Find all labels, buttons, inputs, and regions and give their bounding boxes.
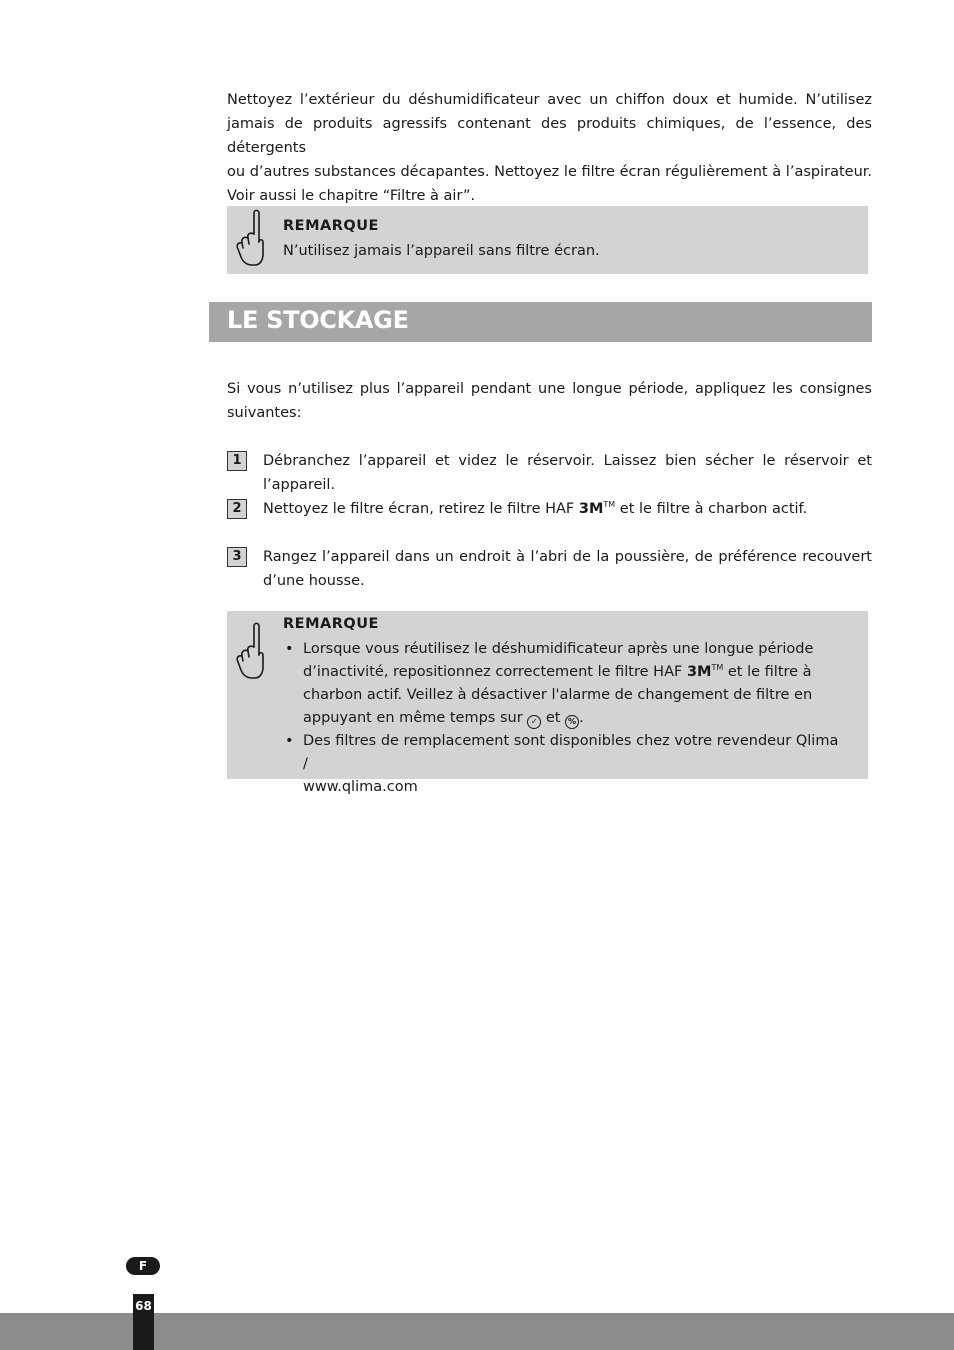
note-box xyxy=(227,611,868,795)
section-heading: LE STOCKAGE xyxy=(227,306,409,334)
pointing-hand-icon xyxy=(233,208,267,268)
step-number: 3 xyxy=(227,547,247,567)
bullet-text-part: et xyxy=(541,710,566,726)
percent-circle-icon: % xyxy=(565,715,579,729)
note-title: REMARQUE xyxy=(283,218,379,234)
step-text xyxy=(263,497,872,521)
bullet-text-part: d’inactivité, repositionnez correctement le filtre HAF xyxy=(303,664,687,680)
step-text: Débranchez l’appareil et videz le réservoir. Laissez bien sécher le réservoir et l’appareil. xyxy=(263,453,872,493)
intro-line: Voir aussi le chapitre “Filtre à air”. xyxy=(227,188,476,204)
bullet-line: Des filtres de remplacement sont disponibles chez votre revendeur Qlima / xyxy=(303,733,839,772)
note-box xyxy=(227,206,868,274)
bullet-dot: • xyxy=(285,641,294,657)
check-circle-icon: ✓ xyxy=(527,715,541,729)
step-number: 2 xyxy=(227,499,247,519)
pointing-hand-icon xyxy=(233,621,267,681)
step-text-part: Nettoyez le filtre écran, retirez le filtre HAF xyxy=(263,501,579,517)
list-item xyxy=(283,730,843,799)
bullet-line: www.qlima.com xyxy=(303,779,418,795)
bullet-line xyxy=(303,661,843,684)
trademark: TM xyxy=(603,500,616,509)
bullet-dot: • xyxy=(285,733,294,749)
bullet-text-part: appuyant en même temps sur xyxy=(303,710,528,726)
note-bullet-list xyxy=(283,638,843,799)
step-text: Rangez l’appareil dans un endroit à l’abri de la poussière, de préférence recouvert d’une housse. xyxy=(263,549,872,589)
page-number: 68 xyxy=(133,1294,154,1350)
step-text-part: et le filtre à charbon actif. xyxy=(615,501,808,517)
note-text: N’utilisez jamais l’appareil sans filtre écran. xyxy=(283,243,600,259)
list-item xyxy=(283,638,843,730)
bullet-line: Lorsque vous réutilisez le déshumidificateur après une longue période xyxy=(303,641,814,657)
intro-line: ou d’autres substances décapantes. Nettoyez le filtre écran régulièrement à l’aspirateur. xyxy=(227,164,872,180)
intro-paragraph xyxy=(227,88,872,208)
language-badge: F xyxy=(126,1257,160,1275)
intro-line: Nettoyez l’extérieur du déshumidificateur avec un chiffon doux et humide. N’utilisez xyxy=(227,92,872,108)
note-title: REMARQUE xyxy=(283,616,379,632)
trademark: TM xyxy=(711,663,724,672)
bullet-text-part: . xyxy=(579,710,584,726)
brand-name: 3M xyxy=(578,501,604,517)
brand-name: 3M xyxy=(686,664,712,680)
intro-line: jamais de produits agressifs contenant des produits chimiques, de l’essence, des détergents xyxy=(227,116,872,156)
bullet-line xyxy=(303,707,843,730)
section-heading-bar xyxy=(209,302,872,342)
step-number: 1 xyxy=(227,451,247,471)
bullet-text-part: et le filtre à xyxy=(723,664,812,680)
section-intro: Si vous n’utilisez plus l’appareil pendant une longue période, appliquez les consignes suivantes: xyxy=(227,381,872,421)
bullet-line: charbon actif. Veillez à désactiver l'alarme de changement de filtre en xyxy=(303,687,813,703)
